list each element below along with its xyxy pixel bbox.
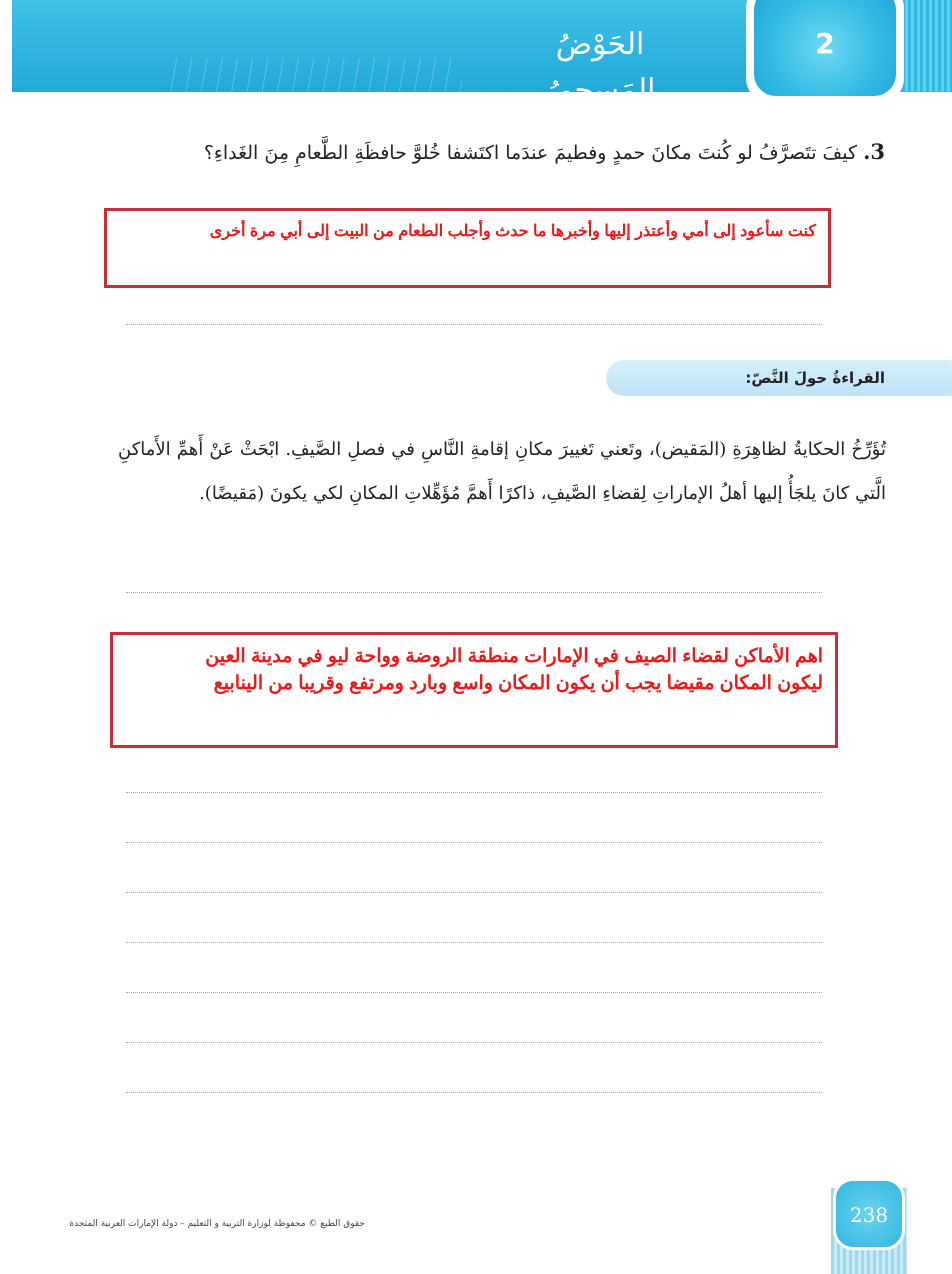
answer-line — [126, 324, 822, 325]
banner-texture — [902, 0, 952, 92]
page-number: 238 — [849, 1203, 889, 1227]
answer-text-1: كنت سأعود إلى أمي وأعتذر إليها وأخبرها ما حدث وأجلب الطعام من البيت إلى أبي مرة أخرى — [209, 223, 816, 240]
answer-text-2 — [113, 635, 835, 697]
answer-box-2[interactable] — [110, 632, 838, 748]
reading-prompt: تُؤَرِّخُ الحكايةُ لظاهِرَةِ (المَقيض)، وتَعني تَغييرَ مكانِ إقامةِ النَّاسِ في فصلِ الصَّيفِ. ابْحَثْ عَنْ أَهمِّ الأَماكنِ الَّتي كانَ يلجَأُ إليها أهلُ الإماراتِ لِقضاءِ الصَّيفِ، ذاكرًا أَهمَّ مُؤَهِّلاتِ المكانِ لكي يكونَ (مَقيضًا). — [118, 439, 886, 504]
answer-line — [126, 1092, 822, 1093]
answer-line — [126, 592, 822, 593]
answer-line — [126, 942, 822, 943]
question-number: 3. — [863, 139, 885, 164]
banner-decoration — [162, 58, 462, 92]
question-text: كيفَ تتَصرَّفُ لو كُنتَ مكانَ حمدٍ وفطيمَ عندَما اكتَشفا خُلوَّ حافظَةِ الطَّعامِ مِنَ الغَداءِ؟ — [203, 142, 858, 164]
answer-line — [126, 892, 822, 893]
answer-line — [126, 792, 822, 793]
answer-line — [126, 1042, 822, 1043]
answer-line-2: ليكون المكان مقيضا يجب أن يكون المكان واسع وبارد ومرتفع وقريبا من الينابيع — [213, 673, 823, 694]
section-label: القراءةُ حولَ النَّصّ: — [745, 369, 885, 387]
chapter-number: 2 — [815, 27, 835, 60]
answer-line — [126, 842, 822, 843]
chapter-title: الحَوْضُ المَسحورُ — [544, 27, 656, 108]
copyright-notice: حقوق الطبع © محفوظة لوزارة التربية و التعليم – دولة الإمارات العربية المتحدة — [69, 1219, 365, 1229]
answer-line-1: اهم الأماكن لقضاء الصيف في الإمارات منطقة الروضة وواحة ليو في مدينة العين — [205, 646, 823, 667]
question-3 — [150, 130, 885, 175]
answer-line — [126, 992, 822, 993]
answer-box-1[interactable] — [104, 208, 831, 288]
